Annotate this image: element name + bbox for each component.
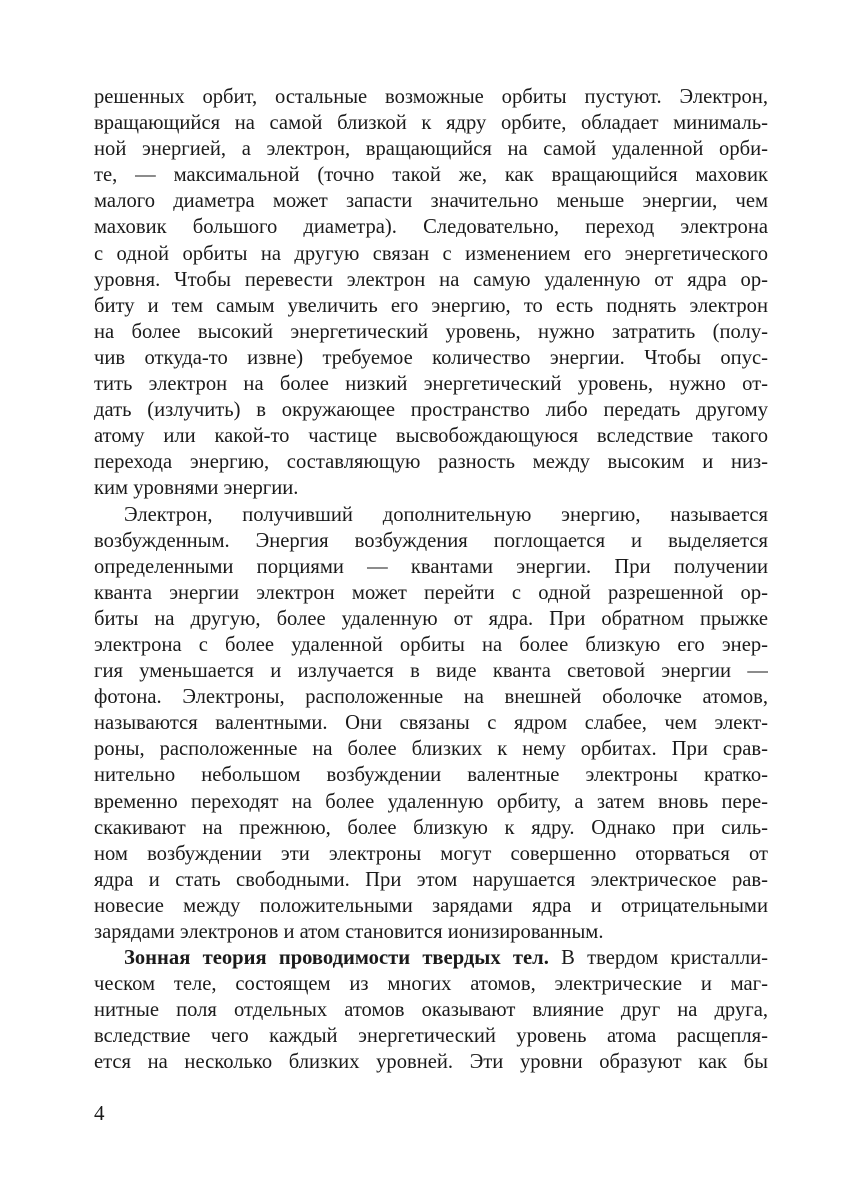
text-line: на более высокий энергетический уровень, нужно затратить (полу- <box>94 320 768 343</box>
text-line: ном возбуждении эти электроны могут совершенно оторваться от <box>94 842 768 865</box>
text-line: определенными порциями — квантами энергии. При получении <box>94 555 768 578</box>
text-line: роны, расположенные на более близких к нему орбитах. При срав- <box>94 738 768 761</box>
text-line: ческом теле, состоящем из многих атомов, электрические и маг- <box>94 973 768 996</box>
text-line: малого диаметра может запасти значительно меньше энергии, чем <box>94 190 768 213</box>
text-line: чив откуда-то извне) требуемое количество энергии. Чтобы опус- <box>94 346 768 369</box>
text-line: решенных орбит, остальные возможные орбиты пустуют. Электрон, <box>94 86 768 108</box>
text-line: нительно небольшом возбуждении валентные электроны кратко- <box>94 764 768 787</box>
text-line: новесие между положительными зарядами ядра и отрицательными <box>94 894 768 917</box>
page-number: 4 <box>94 1101 105 1125</box>
paragraph-1 <box>94 84 768 502</box>
text-line: нитные поля отдельных атомов оказывают влияние друг на друга, <box>94 999 768 1022</box>
paragraph-3 <box>94 945 768 1075</box>
text-line: ной энергией, а электрон, вращающийся на самой удаленной орби- <box>94 138 768 161</box>
text-line: вследствие чего каждый энергетический уровень атома расщепля- <box>94 1025 768 1048</box>
text-line <box>94 945 768 971</box>
text-line: зарядами электронов и атом становится ионизированным. <box>94 921 604 943</box>
text-line: вращающийся на самой близкой к ядру орбите, обладает минималь- <box>94 112 768 135</box>
text-line: возбужденным. Энергия возбуждения поглощается и выделяется <box>94 529 768 552</box>
text-line: те, — максимальной (точно такой же, как вращающийся маховик <box>94 164 768 187</box>
text-line: Электрон, получивший дополнительную энергию, называется <box>124 503 768 526</box>
text-line: дать (излучить) в окружающее пространство либо передать другому <box>94 399 768 422</box>
section-heading: Зонная теория проводимости твердых тел. <box>124 947 549 970</box>
text-line: с одной орбиты на другую связан с изменением его энергетического <box>94 242 768 265</box>
text-line: называются валентными. Они связаны с ядром слабее, чем элект- <box>94 712 768 735</box>
text-line: кванта энергии электрон может перейти с одной разрешенной ор- <box>94 581 768 604</box>
text-line: атому или какой-то частице высвобождающуюся вследствие такого <box>94 425 768 448</box>
text-line: ется на несколько близких уровней. Эти уровни образуют как бы <box>94 1051 768 1074</box>
text-line: электрона с более удаленной орбиты на более близкую его энер- <box>94 633 768 656</box>
paragraph-2 <box>94 502 768 946</box>
text-line: фотона. Электроны, расположенные на внешней оболочке атомов, <box>94 686 768 709</box>
heading-line-rest: В твердом кристалли- <box>548 947 768 970</box>
text-line: биту и тем самым увеличить его энергию, то есть поднять электрон <box>94 294 768 317</box>
text-line: биты на другую, более удаленную от ядра. При обратном прыжке <box>94 607 768 630</box>
text-line: скакивают на прежнюю, более близкую к ядру. Однако при силь- <box>94 816 768 839</box>
text-line: ядра и стать свободными. При этом нарушается электрическое рав- <box>94 868 768 891</box>
text-line: маховик большого диаметра). Следовательно, переход электрона <box>94 216 768 239</box>
text-line: гия уменьшается и излучается в виде кванта световой энергии — <box>94 660 768 683</box>
text-line: ким уровнями энергии. <box>94 477 299 500</box>
page-body <box>94 84 768 1076</box>
text-line: тить электрон на более низкий энергетический уровень, нужно от- <box>94 373 768 396</box>
text-line: перехода энергию, составляющую разность между высоким и низ- <box>94 451 768 474</box>
text-line: уровня. Чтобы перевести электрон на самую удаленную от ядра ор- <box>94 268 768 291</box>
text-line: временно переходят на более удаленную орбиту, а затем вновь пере- <box>94 790 768 813</box>
